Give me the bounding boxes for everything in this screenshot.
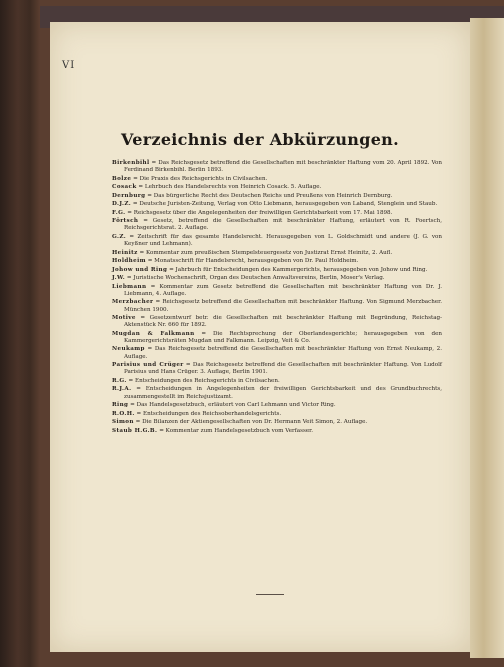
separator: =	[128, 402, 137, 409]
page-number: VI	[62, 60, 76, 71]
abbreviation-entry	[112, 201, 442, 208]
abbreviation-entry	[112, 428, 442, 435]
abbreviation-key: Staub H.G.B.	[112, 427, 158, 434]
abbreviation-description: Zeitschrift für das gesamte Handelsrecht. Herausgegeben von L. Goldschmidt und andere (J. G. von Keyßner und Lehmann).	[124, 233, 442, 248]
abbreviation-description: Das Reichsgesetz betreffend die Gesellschaften mit beschränkter Haftung. Von Ludolf Parisius und Hans Crüger. 3. Auflage, Berlin 1901.	[124, 362, 442, 376]
abbreviation-description: Juristische Wochenschrift, Organ des Deutschen Anwaltsvereins, Berlin, Moser's Verlag.	[133, 275, 385, 282]
abbreviation-entry	[112, 160, 442, 174]
abbreviation-entry	[112, 184, 442, 191]
separator: =	[183, 362, 193, 369]
abbreviation-description: Kommentar zum Handelsgesetzbuch vom Verfasser.	[165, 427, 314, 434]
abbreviation-description: Lehrbuch des Handelsrechts von Heinrich Cosack. 5. Auflage.	[144, 184, 322, 191]
abbreviation-description: Gesetzentwurf betr. die Gesellschaften mit beschränkter Haftung mit Begründung, Reichstag-Aktenstück Nr. 660 für 1892.	[124, 315, 442, 329]
abbreviation-description: Entscheidungen des Reichsgerichts in Civilsachen.	[134, 377, 280, 384]
separator: =	[134, 410, 143, 417]
separator: =	[138, 218, 153, 225]
separator: =	[137, 249, 146, 256]
separator: =	[167, 266, 176, 273]
separator: =	[131, 175, 140, 182]
abbreviation-key: Birkenbihl	[112, 160, 150, 166]
abbreviation-entry	[112, 378, 442, 385]
separator: =	[135, 315, 150, 322]
abbreviation-entry	[112, 386, 442, 400]
abbreviation-description: Die Rechtsprechung der Oberlandesgerichte; herausgegeben von den Kammergerichtsräten Mugdan und Falkmann. Leipzig, Veit & Co.	[124, 330, 442, 344]
abbreviation-entry	[112, 411, 442, 418]
separator: =	[145, 192, 154, 199]
separator: =	[131, 386, 146, 393]
abbreviation-key: Cosack	[112, 184, 137, 191]
closing-rule	[256, 594, 284, 595]
abbreviation-entry	[112, 210, 442, 217]
separator: =	[149, 160, 159, 166]
abbreviation-entry	[112, 176, 442, 183]
abbreviation-key: J.W.	[112, 275, 126, 282]
abbreviation-description: Entscheidungen in Angelegenheiten der freiwilligen Gerichtsbarkeit und des Grundbuchrechts, zusammengestellt im Reichsjustizamt.	[124, 386, 442, 400]
separator: =	[131, 201, 140, 208]
abbreviation-key: Bolze	[112, 175, 132, 182]
abbreviation-entry	[112, 218, 442, 232]
abbreviation-key: F.G.	[112, 209, 126, 216]
abbreviation-description: Reichsgesetz betreffend die Gesellschaften mit beschränkter Haftung. Von Sigmund Merzbacher. München 1900.	[124, 299, 442, 313]
abbreviation-description: Entscheidungen des Reichsoberhandelsgerichts.	[142, 410, 282, 417]
abbreviation-description: Deutsche Juristen-Zeitung, Verlag von Otto Liebmann, herausgegeben von Laband, Stenglein und Staub.	[139, 201, 438, 208]
abbreviation-entry	[112, 267, 442, 274]
separator: =	[157, 427, 166, 434]
separator: =	[126, 377, 135, 384]
abbreviation-entry	[112, 315, 442, 329]
abbreviation-list	[112, 160, 442, 436]
abbreviation-key: Parisius und Crüger	[112, 362, 184, 369]
abbreviation-key: R.J.A.	[112, 386, 132, 393]
abbreviation-entry	[112, 299, 442, 313]
abbreviation-description: Die Praxis des Reichsgerichts in Civilsachen.	[139, 175, 268, 182]
separator: =	[136, 184, 145, 191]
abbreviation-key: Liebmann	[112, 283, 147, 290]
abbreviation-key: Motive	[112, 315, 136, 322]
abbreviation-entry	[112, 258, 442, 265]
abbreviation-description: Das Reichsgesetz betreffend die Gesellschaften mit beschränkter Haftung von Ernst Neukamp, 2. Auflage.	[124, 346, 442, 360]
abbreviation-key: Holdheim	[112, 258, 146, 265]
separator: =	[125, 209, 134, 216]
abbreviation-key: Ring	[112, 402, 129, 409]
abbreviation-entry	[112, 275, 442, 282]
separator: =	[133, 419, 143, 426]
separator: =	[146, 283, 160, 290]
abbreviation-key: Mugdan & Falkmann	[112, 330, 195, 337]
abbreviation-key: Dernburg	[112, 192, 146, 199]
abbreviation-description: Kommentar zum Gesetz betreffend die Gesellschaften mit beschränkter Haftung von Dr. J. Liebmann, 4. Auflage.	[124, 283, 442, 297]
abbreviation-key: Neukamp	[112, 346, 145, 353]
abbreviation-entry	[112, 346, 442, 360]
abbreviation-description: Das Reichsgesetz betreffend die Gesellschaften mit beschränkter Haftung vom 20. April 1892. Von Ferdinand Birkenbihl. Berlin 1893.	[124, 160, 442, 174]
abbreviation-description: Die Bilanzen der Aktiengesellschaften von Dr. Hermann Veit Simon, 2. Auflage.	[142, 419, 368, 426]
abbreviation-description: Das bürgerliche Recht des Deutschen Reichs und Preußens von Heinrich Dernburg.	[153, 192, 393, 199]
separator: =	[144, 346, 155, 353]
abbreviation-key: Förtsch	[112, 218, 139, 225]
abbreviation-key: G.Z.	[112, 233, 127, 240]
abbreviation-key: R.O.H.	[112, 410, 135, 417]
separator: =	[125, 275, 134, 282]
separator: =	[126, 233, 138, 240]
facing-page-edge	[470, 18, 504, 658]
abbreviation-description: Monatsschrift für Handelsrecht, herausgegeben von Dr. Paul Holdheim.	[154, 258, 359, 265]
abbreviation-description: Kommentar zum preußischen Stempelsteuergesetz von Justizrat Ernst Heinitz, 2. Aufl.	[145, 249, 393, 256]
abbreviation-key: D.J.Z.	[112, 201, 132, 208]
abbreviation-entry	[112, 362, 442, 376]
abbreviation-entry	[112, 250, 442, 257]
abbreviation-key: Simon	[112, 419, 134, 426]
separator: =	[153, 299, 163, 306]
page-title: Verzeichnis der Abkürzungen.	[120, 130, 399, 149]
abbreviation-key: Johow und Ring	[112, 266, 168, 273]
abbreviation-key: Heinitz	[112, 249, 138, 256]
abbreviation-entry	[112, 331, 442, 345]
abbreviation-entry	[112, 284, 442, 298]
abbreviation-entry	[112, 402, 442, 409]
abbreviation-description: Jahrbuch für Entscheidungen des Kammergerichts, herausgegeben von Johow und Ring.	[175, 266, 428, 273]
abbreviation-description: Das Handelsgesetzbuch, erläutert von Carl Lehmann und Victor Ring.	[136, 402, 336, 409]
abbreviation-key: Merzbacher	[112, 299, 154, 306]
abbreviation-description: Gesetz, betreffend die Gesellschaften mit beschränkter Haftung, erläutert von R. Foertsch, Reichsgerichtsrat. 2. Auflage.	[124, 218, 442, 232]
abbreviation-entry	[112, 234, 442, 248]
abbreviation-entry	[112, 419, 442, 426]
abbreviation-key: R.G.	[112, 377, 127, 384]
abbreviation-entry	[112, 193, 442, 200]
separator: =	[145, 258, 155, 265]
abbreviation-description: Reichsgesetz über die Angelegenheiten der freiwilligen Gerichtsbarkeit vom 17. Mai 1898.	[133, 209, 393, 216]
separator: =	[194, 330, 213, 337]
